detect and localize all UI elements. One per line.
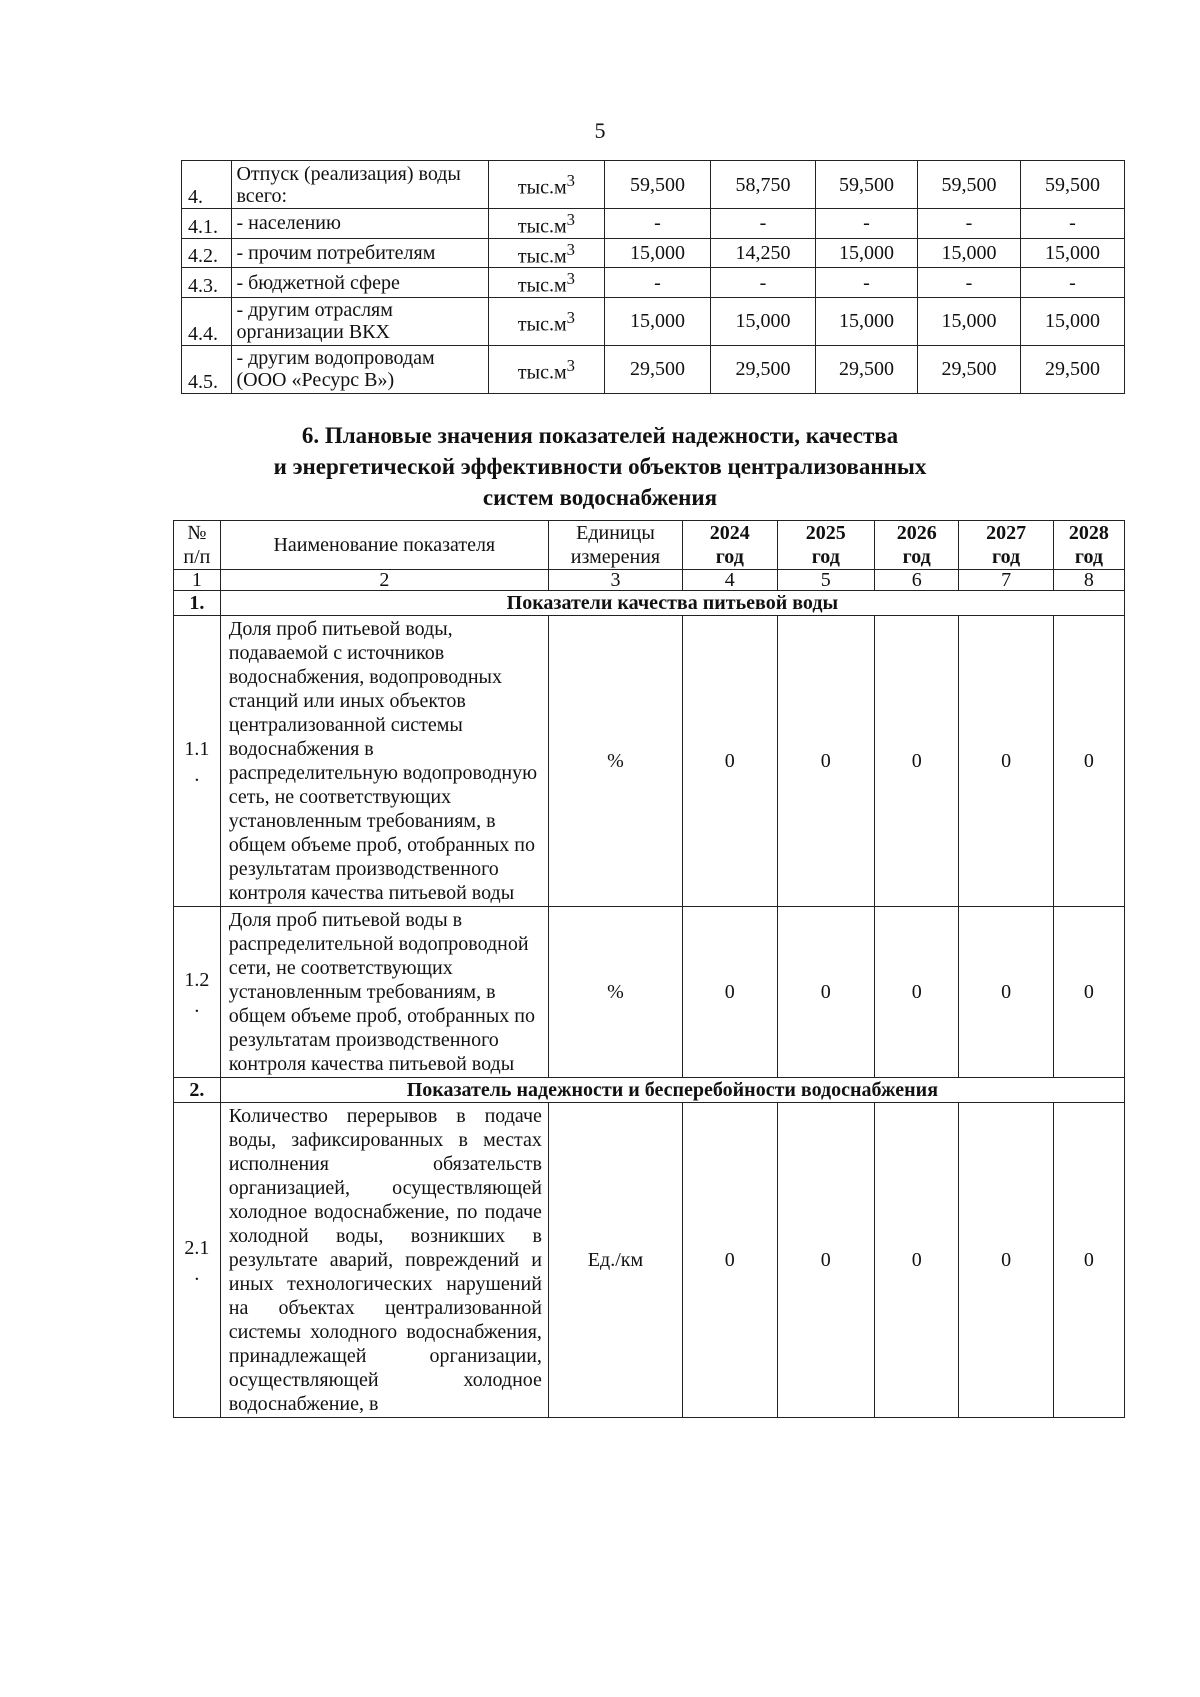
value-cell: 0 (777, 907, 875, 1078)
value-cell: 58,750 (711, 161, 816, 209)
row-unit: $тыс.м^3$ (488, 345, 604, 393)
value-cell: - (917, 268, 1020, 298)
row-name: Отпуск (реализация) воды всего: (232, 161, 488, 209)
header-year: 2025 год (777, 521, 875, 570)
value-cell: 0 (959, 616, 1053, 907)
row-unit: $тыс.м^3$ (488, 238, 604, 268)
table-row (182, 268, 1125, 298)
value-cell: 15,000 (816, 238, 918, 268)
section-heading-line: и энергетической эффективности объектов централизованных (273, 454, 927, 479)
value-cell: 59,500 (605, 161, 711, 209)
column-number: 7 (959, 570, 1053, 591)
value-cell: - (1020, 209, 1124, 239)
item-unit: % (548, 907, 682, 1078)
item-unit: % (548, 616, 682, 907)
value-cell: - (605, 268, 711, 298)
table-row (182, 209, 1125, 239)
column-number: 1 (174, 570, 221, 591)
section-heading-line: 6. Плановые значения показателей надежности, качества (301, 423, 899, 448)
category-number: 2. (174, 1078, 221, 1103)
value-cell: 15,000 (711, 297, 816, 345)
value-cell: 29,500 (711, 345, 816, 393)
column-number-row (174, 570, 1125, 591)
value-cell: 0 (1053, 907, 1124, 1078)
supply-table (181, 160, 1125, 394)
item-number: 2.1 . (174, 1103, 221, 1418)
column-number: 8 (1053, 570, 1124, 591)
value-cell: 0 (683, 1103, 777, 1418)
category-title: Показатели качества питьевой воды (220, 591, 1124, 616)
table-row (182, 297, 1125, 345)
value-cell: 59,500 (1020, 161, 1124, 209)
value-cell: 0 (875, 907, 959, 1078)
row-name: - другим отраслям организации ВКХ (232, 297, 488, 345)
value-cell: - (711, 268, 816, 298)
page-number: 5 (594, 118, 606, 143)
value-cell: 29,500 (816, 345, 918, 393)
header-name: Наименование показателя (220, 521, 548, 570)
row-number: 4.3. (182, 268, 232, 298)
table-row (174, 1103, 1125, 1418)
row-number: 4.5. (182, 345, 232, 393)
value-cell: - (711, 209, 816, 239)
row-number: 4.1. (182, 209, 232, 239)
row-unit: $тыс.м^3$ (488, 268, 604, 298)
item-unit: Ед./км (548, 1103, 682, 1418)
row-unit: $тыс.м^3$ (488, 297, 604, 345)
value-cell: 0 (959, 1103, 1053, 1418)
value-cell: 15,000 (917, 297, 1020, 345)
category-title: Показатель надежности и бесперебойности водоснабжения (220, 1078, 1124, 1103)
row-name: - населению (232, 209, 488, 239)
header-year: 2024 год (683, 521, 777, 570)
value-cell: - (605, 209, 711, 239)
table-row (174, 616, 1125, 907)
row-number: 4.2. (182, 238, 232, 268)
value-cell: 0 (777, 616, 875, 907)
column-number: 3 (548, 570, 682, 591)
item-name: Доля проб питьевой воды, подаваемой с источников водоснабжения, водопроводных станций или иных объектов централизованной системы водоснабжения в распределительную водопроводную сеть, не соответствующих установленным требованиям, в общем объеме проб, отобранных по результатам производственного контроля качества питьевой воды (220, 616, 548, 907)
value-cell: 14,250 (711, 238, 816, 268)
category-row (174, 1078, 1125, 1103)
value-cell: 15,000 (605, 297, 711, 345)
item-name: Количество перерывов в подаче воды, зафиксированных в местах исполнения обязательств организацией, осуществляющей холодное водоснабжение, по подаче холодной воды, возникших в результате аварий, повреждений и иных технологических нарушений на объектах централизованной системы холодного водоснабжения, принадлежащей организации, осуществляющей холодное водоснабжение, в (220, 1103, 548, 1418)
value-cell: 15,000 (1020, 297, 1124, 345)
value-cell: 0 (683, 907, 777, 1078)
value-cell: 15,000 (605, 238, 711, 268)
value-cell: 15,000 (816, 297, 918, 345)
item-number: 1.1 . (174, 616, 221, 907)
table-row (174, 907, 1125, 1078)
section-heading (0, 420, 1200, 513)
value-cell: 29,500 (1020, 345, 1124, 393)
value-cell: - (816, 268, 918, 298)
row-number: 4.4. (182, 297, 232, 345)
header-year: 2028 год (1053, 521, 1124, 570)
table-row (182, 345, 1125, 393)
column-number: 5 (777, 570, 875, 591)
value-cell: 29,500 (917, 345, 1020, 393)
indicators-table (173, 520, 1125, 1418)
column-number: 4 (683, 570, 777, 591)
value-cell: 0 (959, 907, 1053, 1078)
row-name: - прочим потребителям (232, 238, 488, 268)
row-name: - бюджетной сфере (232, 268, 488, 298)
item-name: Доля проб питьевой воды в распределительной водопроводной сети, не соответствующих установленным требованиям, в общем объеме проб, отобранных по результатам производственного контроля качества питьевой воды (220, 907, 548, 1078)
row-unit: $тыс.м^3$ (488, 209, 604, 239)
header-num: № п/п (174, 521, 221, 570)
header-year: 2026 год (875, 521, 959, 570)
value-cell: 59,500 (917, 161, 1020, 209)
value-cell: - (917, 209, 1020, 239)
value-cell: - (1020, 268, 1124, 298)
value-cell: 15,000 (917, 238, 1020, 268)
section-heading-line: систем водоснабжения (482, 485, 718, 510)
value-cell: - (816, 209, 918, 239)
value-cell: 15,000 (1020, 238, 1124, 268)
value-cell: 0 (683, 616, 777, 907)
column-number: 6 (875, 570, 959, 591)
category-number: 1. (174, 591, 221, 616)
value-cell: 0 (1053, 1103, 1124, 1418)
row-unit: $тыс.м^3$ (488, 161, 604, 209)
header-unit: Единицы измерения (548, 521, 682, 570)
column-number: 2 (220, 570, 548, 591)
table-row (182, 238, 1125, 268)
value-cell: 0 (875, 616, 959, 907)
row-name: - другим водопроводам (ООО «Ресурс В») (232, 345, 488, 393)
value-cell: 0 (1053, 616, 1124, 907)
row-number: 4. (182, 161, 232, 209)
table-row (182, 161, 1125, 209)
category-row (174, 591, 1125, 616)
item-number: 1.2 . (174, 907, 221, 1078)
value-cell: 29,500 (605, 345, 711, 393)
value-cell: 0 (777, 1103, 875, 1418)
value-cell: 0 (875, 1103, 959, 1418)
table-header-row (174, 521, 1125, 570)
header-year: 2027 год (959, 521, 1053, 570)
value-cell: 59,500 (816, 161, 918, 209)
